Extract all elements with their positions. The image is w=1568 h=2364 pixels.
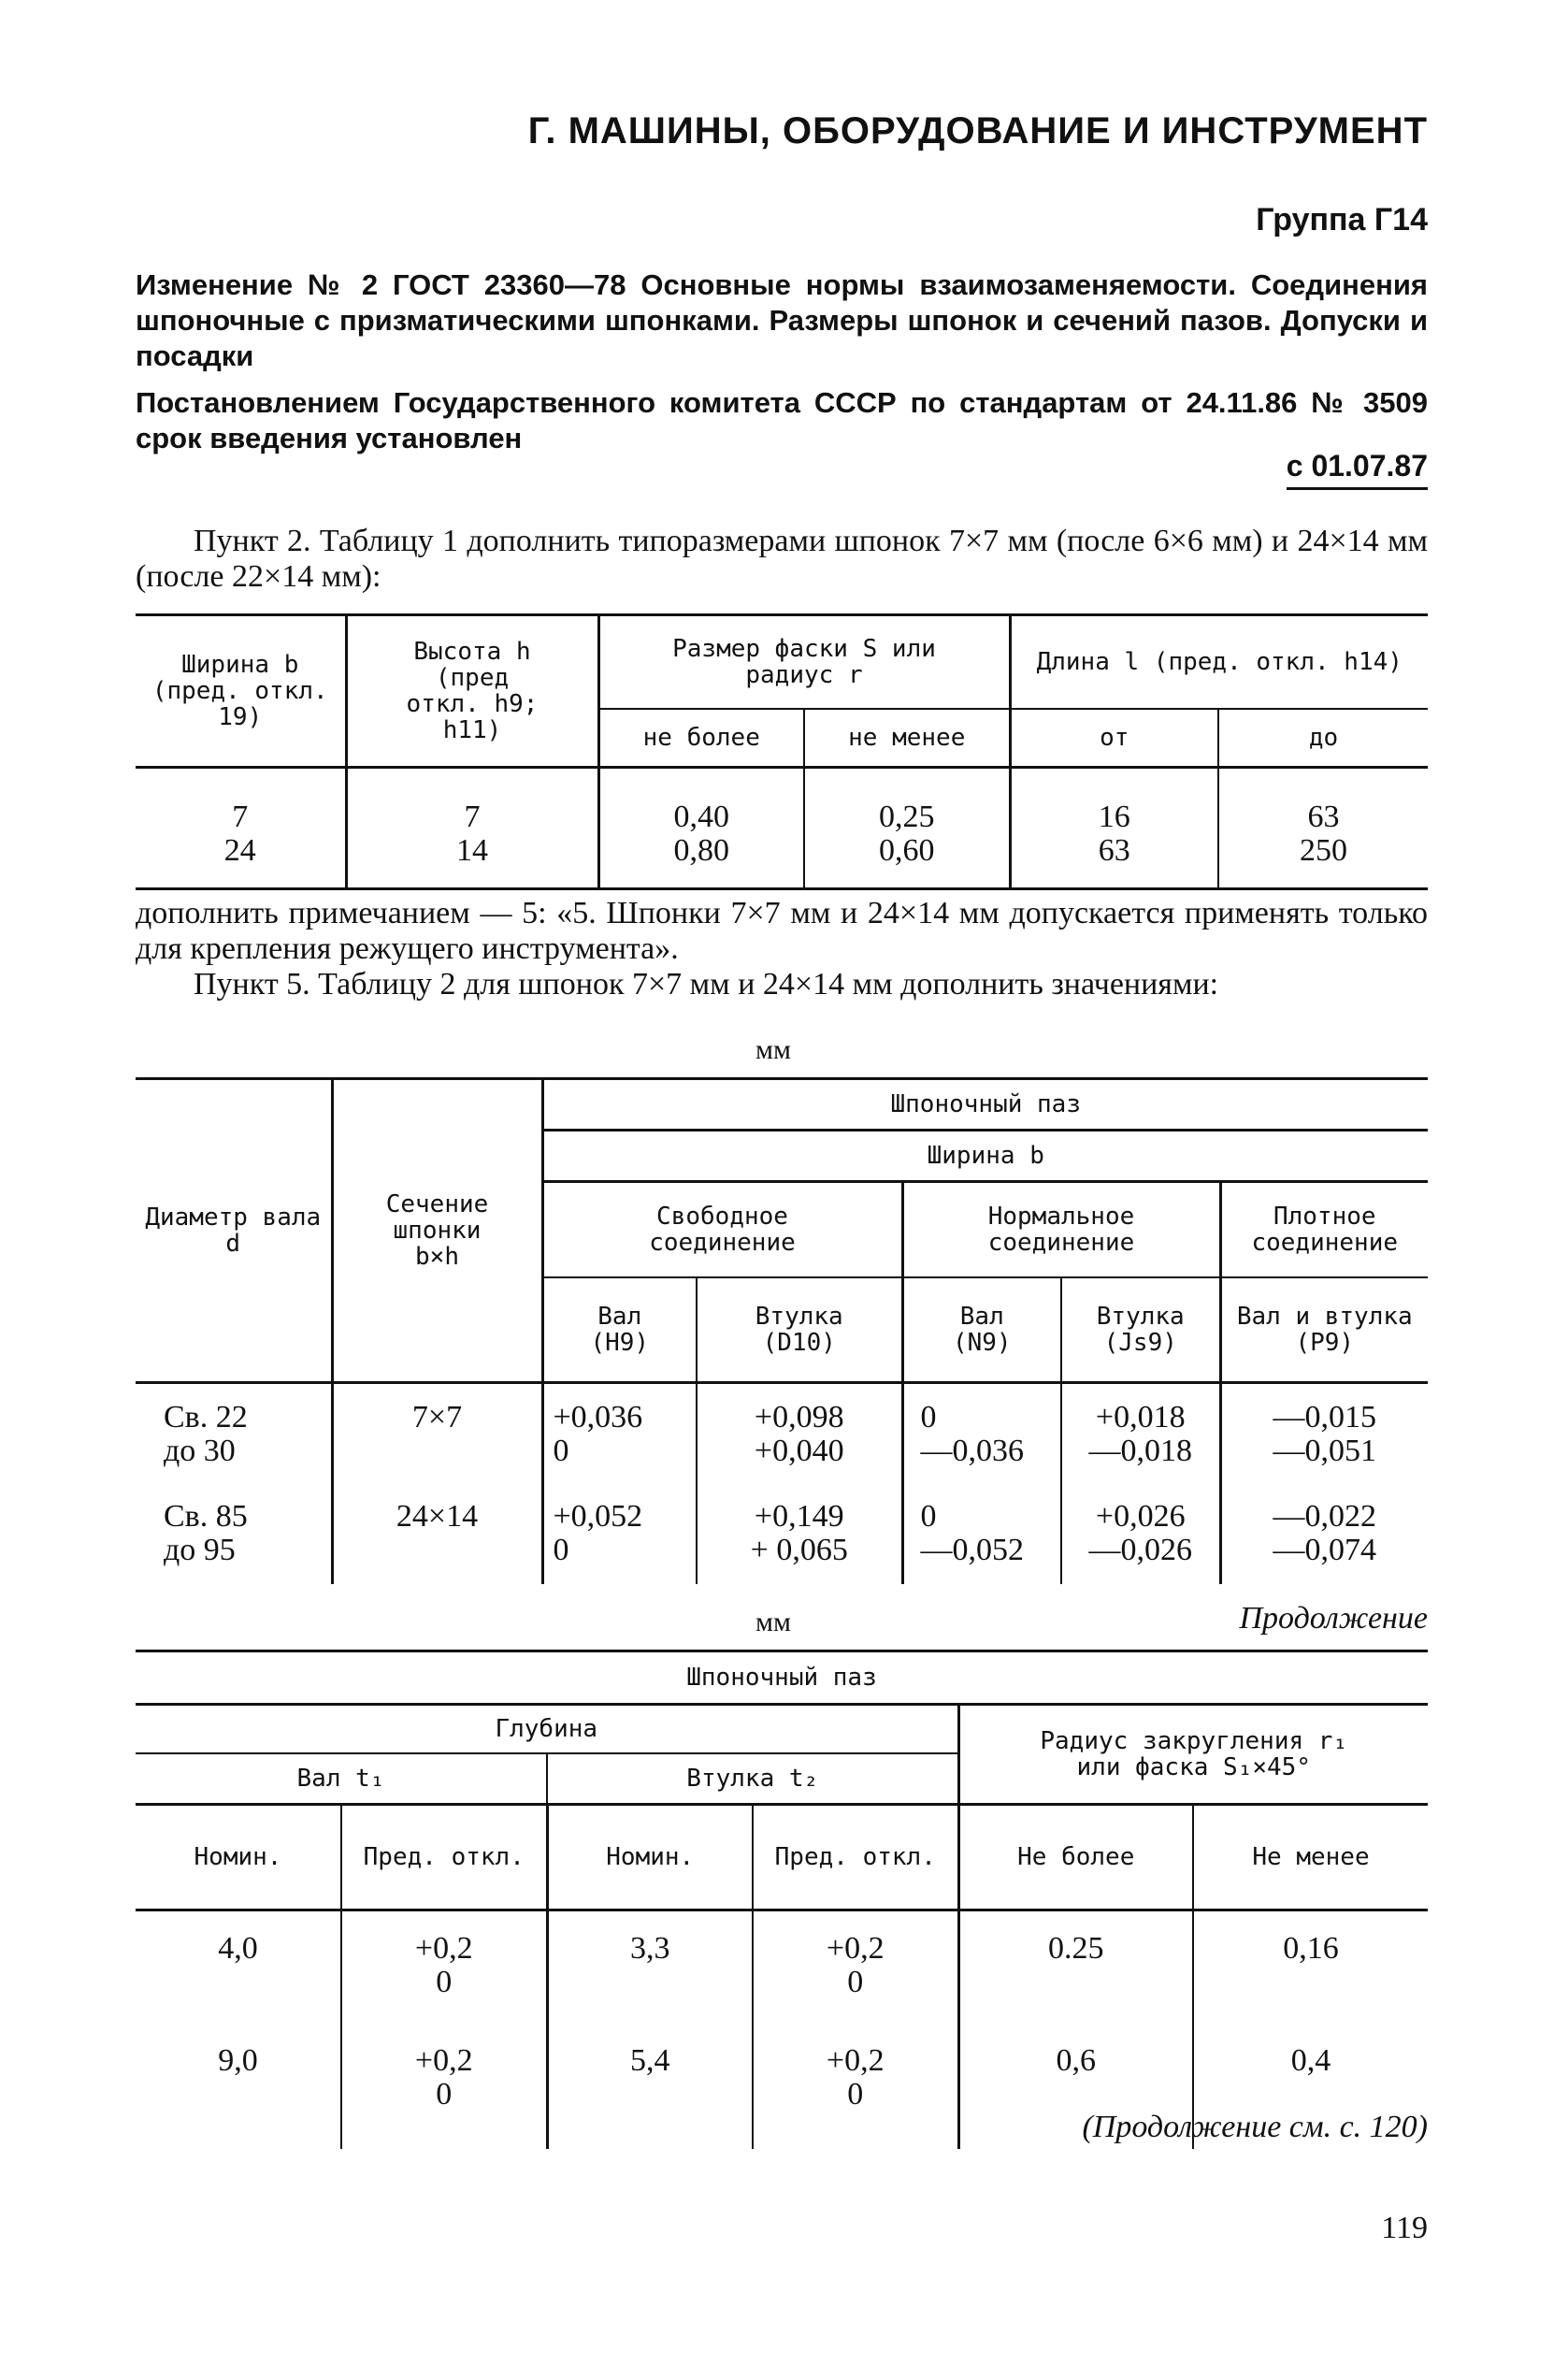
resolution-text: Постановлением Государственного комитета СССР по стандартам от 24.11.86 № 3509 срок введения установлен bbox=[136, 386, 1428, 454]
header-chamfer-max: не более bbox=[598, 709, 804, 768]
table-cell: 0,25 0,60 bbox=[804, 768, 1010, 889]
table-cell: 0,40 0,80 bbox=[598, 768, 804, 889]
table-cell: 0,16 bbox=[1283, 1931, 1339, 1966]
unit-label-2: мм bbox=[755, 1607, 791, 1637]
table-cell: —0,022 —0,074 bbox=[1273, 1499, 1376, 1567]
table-cell: 0,6 bbox=[958, 2035, 1193, 2149]
header-groove: Шпоночный паз bbox=[542, 1079, 1428, 1131]
header-nominal-2: Номин. bbox=[547, 1805, 753, 1910]
header-width: Ширина b bbox=[542, 1131, 1428, 1182]
header-groove: Шпоночный паз bbox=[136, 1651, 1428, 1705]
header-hub-js9: Втулка (Js9) bbox=[1061, 1277, 1220, 1383]
table-cell: —0,015 —0,051 bbox=[1273, 1400, 1376, 1468]
table-cell: 3,3 bbox=[547, 1910, 753, 2036]
table-cell: 63 250 bbox=[1300, 799, 1347, 868]
table-cell: +0,2 0 bbox=[753, 1910, 958, 2036]
header-chamfer-min: не менее bbox=[804, 709, 1010, 768]
paragraph-item-2: Пункт 2. Таблицу 1 дополнить типоразмерами шпонок 7×7 мм (после 6×6 мм) и 24×14 мм (после 22×14 мм): bbox=[136, 524, 1428, 594]
effective-date: с 01.07.87 bbox=[1287, 449, 1428, 490]
header-width: Ширина b (пред. откл. 19) bbox=[136, 615, 346, 768]
header-shaft-n9: Вал (N9) bbox=[902, 1277, 1061, 1383]
table-cell: 0.25 bbox=[958, 1910, 1193, 2036]
header-length: Длина l (пред. откл. h14) bbox=[1010, 615, 1428, 710]
table-key-groove-depth bbox=[136, 1650, 1428, 2149]
header-length-to: до bbox=[1308, 724, 1339, 752]
continued-note: (Продолжение см. с. 120) bbox=[1082, 2110, 1428, 2144]
table-cell: Св. 85 до 95 bbox=[136, 1500, 332, 1584]
header-height: Высота h (пред откл. h9; h11) bbox=[346, 615, 598, 768]
header-radius: Радиус закругления r₁ или фаска S₁×45° bbox=[958, 1705, 1428, 1805]
header-min: Не менее bbox=[1193, 1805, 1428, 1910]
table-cell: +0,2 0 bbox=[341, 2035, 547, 2149]
table-cell: 7 24 bbox=[136, 768, 346, 889]
table-cell: +0,2 0 bbox=[341, 1910, 547, 2036]
paragraph-note-5: дополнить примечанием — 5: «5. Шпонки 7×7 мм и 24×14 мм допускается применять только для крепления режущего инструмента». bbox=[136, 896, 1428, 966]
header-hub-d10: Втулка (D10) bbox=[697, 1277, 902, 1383]
header-hub-t2: Втулка t₂ bbox=[547, 1753, 958, 1805]
table-cell: 0 —0,036 bbox=[902, 1383, 1061, 1501]
table-cell: +0,098 +0,040 bbox=[697, 1383, 902, 1501]
header-shaft-h9: Вал (H9) bbox=[542, 1277, 697, 1383]
header-max: Не более bbox=[958, 1805, 1193, 1910]
table-cell: 9,0 bbox=[136, 2035, 341, 2149]
header-shaft-hub-p9: Вал и втулка (P9) bbox=[1220, 1277, 1428, 1383]
header-tight-fit: Плотное соединение bbox=[1220, 1182, 1428, 1278]
unit-label: мм bbox=[755, 1034, 791, 1065]
group-label: Группа Г14 bbox=[1256, 202, 1428, 238]
header-shaft-t1: Вал t₁ bbox=[136, 1753, 547, 1805]
header-normal-fit: Нормальное соединение bbox=[902, 1182, 1220, 1278]
table-cell: +0,2 0 bbox=[753, 2035, 958, 2149]
table-cell: +0,018 —0,018 bbox=[1061, 1383, 1220, 1501]
table-cell: +0,052 0 bbox=[542, 1500, 697, 1584]
header-depth: Глубина bbox=[136, 1705, 958, 1754]
continuation-label: Продолжение bbox=[1239, 1601, 1428, 1636]
header-diameter: Диаметр вала d bbox=[136, 1079, 332, 1383]
page-number: 119 bbox=[1381, 2211, 1428, 2245]
change-title: Изменение № 2 ГОСТ 23360—78 Основные нормы взаимозаменяемости. Соединения шпоночные с призматическими шпонками. Размеры шпонок и сечений пазов. Допуски и посадки bbox=[136, 268, 1428, 372]
table-key-groove-width bbox=[136, 1077, 1428, 1584]
header-deviation-1: Пред. откл. bbox=[341, 1805, 547, 1910]
table-cell: +0,036 0 bbox=[542, 1383, 697, 1501]
table-cell: +0,149 + 0,065 bbox=[697, 1500, 902, 1584]
header-free-fit: Свободное соединение bbox=[542, 1182, 902, 1278]
table-cell: 16 63 bbox=[1010, 768, 1218, 889]
header-section: Сечение шпонки b×h bbox=[332, 1079, 542, 1383]
paragraph-item-5: Пункт 5. Таблицу 2 для шпонок 7×7 мм и 24×14 мм дополнить значениями: bbox=[194, 967, 1219, 1002]
header-chamfer: Размер фаски S или радиус r bbox=[598, 615, 1010, 710]
table-cell: 5,4 bbox=[547, 2035, 753, 2149]
table-key-sizes bbox=[136, 613, 1428, 890]
table-cell: 24×14 bbox=[332, 1500, 542, 1584]
table-cell: 7×7 bbox=[332, 1383, 542, 1501]
table-cell: 0,4 bbox=[1290, 2043, 1331, 2078]
table-cell: 4,0 bbox=[136, 1910, 341, 2036]
table-cell: +0,026 —0,026 bbox=[1061, 1500, 1220, 1584]
header-nominal-1: Номин. bbox=[136, 1805, 341, 1910]
table-cell: Св. 22 до 30 bbox=[136, 1383, 332, 1501]
table-cell: 0 —0,052 bbox=[902, 1500, 1061, 1584]
table-cell: 7 14 bbox=[346, 768, 598, 889]
header-length-from: от bbox=[1010, 709, 1218, 768]
header-deviation-2: Пред. откл. bbox=[753, 1805, 958, 1910]
section-title: Г. МАШИНЫ, ОБОРУДОВАНИЕ И ИНСТРУМЕНТ bbox=[527, 110, 1428, 151]
